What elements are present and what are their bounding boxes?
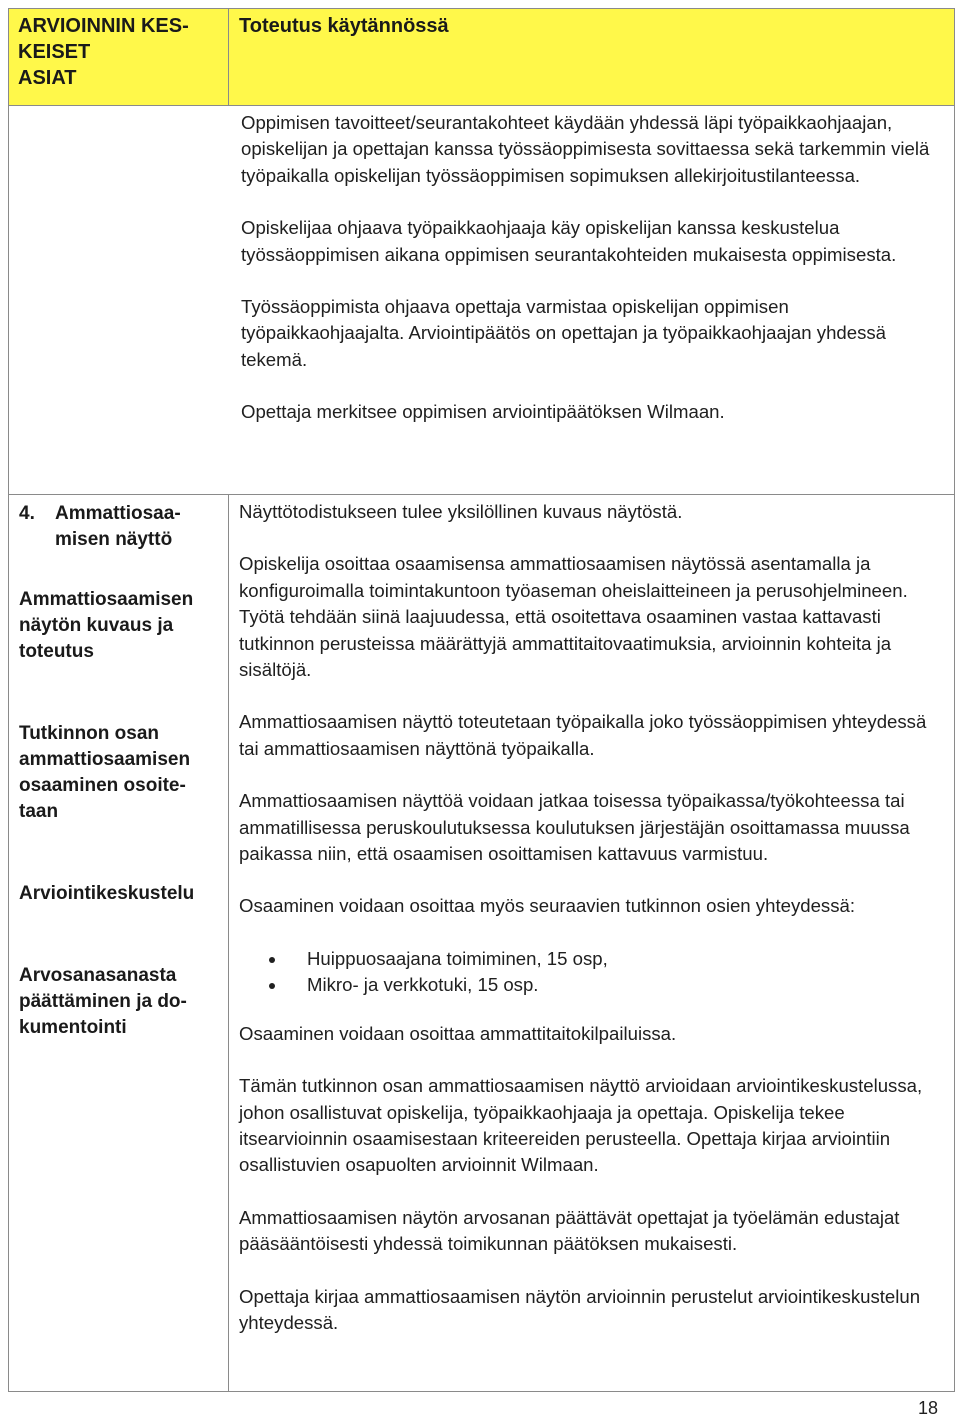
section-number: 4. [19, 503, 35, 524]
section-heading-line: misen näyttö [55, 529, 173, 550]
section-heading [19, 501, 220, 553]
paragraph: Ammattiosaamisen näytön arvosanan päättävät opettajat ja työelämän edustajat pääsääntöisesti yhdessä toimikunnan päätöksen mukaisesti. [239, 1206, 900, 1255]
paragraph: Opettaja kirjaa ammattiosaamisen näytön arvioinnin perustelut arviointikeskustelun yhteydessä. [239, 1285, 921, 1333]
bullet-icon [269, 957, 275, 963]
paragraph: Osaaminen voidaan osoittaa myös seuraavien tutkinnon osien yhteydessä: [239, 895, 856, 917]
paragraph: Osaaminen voidaan osoittaa ammattitaitokilpailuissa. [239, 1022, 677, 1044]
demo-left-headings [9, 495, 228, 1041]
list-item [239, 972, 936, 998]
demo-right-text [229, 495, 954, 1336]
course-list [239, 946, 936, 999]
paragraph: Ammattiosaamisen näyttöä voidaan jatkaa toisessa työpaikassa/työkohteessa tai ammatillisessa peruskoulutuksessa koulutuksen järjestäjän osoittamassa muussa paikassa niin, että osaamisen osoittamisen kattavuus varmistuu. [239, 790, 910, 865]
header-left-title: ARVIOINNIN KES- KEISET ASIAT [18, 15, 189, 89]
paragraph: Opiskelija osoittaa osaamisensa ammattiosaamisen näytössä asentamalla ja konfiguroimalla toimintakuntoon työaseman oheislaitteineen ja perusohjelmineen. Työtä tehdään siinä laajuudessa, että osoitettava osaaminen vastaa kattavasti tutkinnon perusteissa määrättyjä ammattitaitovaatimuksia, arvioinnin kohteita ja sisältöjä. [239, 553, 908, 681]
subheading-demo-description: Ammattiosaamisen näytön kuvaus ja toteutus [19, 589, 194, 662]
subheading-skill-shown: Tutkinnon osan ammattiosaamisen osaaminen osoite-taan [19, 723, 191, 822]
paragraph: Ammattiosaamisen näyttö toteutetaan työpaikalla joko työssäoppimisen yhteydessä tai ammattiosaamisen näyttönä työpaikalla. [239, 711, 927, 759]
table-row-vocational-demo [9, 495, 955, 1392]
paragraph: Työssäoppimista ohjaava opettaja varmistaa opiskelijan oppimisen työpaikkaohjaajalta. Arviointipäätös on opettajan ja työpaikkaohjaajan yhdessä tekemä. [241, 296, 887, 370]
header-right-cell [229, 9, 955, 106]
workplace-learning-text [9, 106, 954, 426]
demo-left-cell [9, 495, 229, 1392]
demo-right-cell [229, 495, 955, 1392]
paragraph: Oppimisen tavoitteet/seurantakohteet käydään yhdessä läpi työpaikkaohjaajan, opiskelijan ja opettajan kanssa työssäoppimisesta sovittaessa sekä tarkemmin vielä työpaikalla opiskelijan työssäoppimisen sopimuksen allekirjoitustilanteessa. [241, 112, 930, 186]
paragraph: Tämän tutkinnon osan ammattiosaamisen näyttö arvioidaan arviointikeskustelussa, johon osallistuvat opiskelija, työpaikkaohjaaja ja opettaja. Opiskelija tekee itsearvioinnin osaamisestaan kriteereiden perusteella. Opettaja kirjaa arviointiin osallistuvien osapuolten arvioinnit Wilmaan. [239, 1075, 923, 1176]
list-item-text: Huippuosaajana toimiminen, 15 osp, [307, 947, 608, 969]
table-row-workplace-learning [9, 106, 955, 495]
page-number: 18 [917, 1398, 938, 1418]
workplace-learning-cell [9, 106, 955, 495]
subheading-assessment-discussion: Arviointikeskustelu [19, 883, 195, 904]
assessment-table [8, 8, 955, 1392]
header-left-cell [9, 9, 229, 106]
bullet-icon [269, 983, 275, 989]
header-right-title: Toteutus käytännössä [239, 15, 449, 37]
paragraph: Opettaja merkitsee oppimisen arviointipäätöksen Wilmaan. [241, 401, 725, 423]
paragraph: Näyttötodistukseen tulee yksilöllinen kuvaus näytöstä. [239, 501, 683, 522]
subheading-grading-documentation: Arvosanasanasta päättäminen ja do-kumentointi [19, 965, 187, 1038]
list-item-text: Mikro- ja verkkotuki, 15 osp. [307, 974, 539, 996]
list-item [239, 946, 936, 972]
paragraph: Opiskelijaa ohjaava työpaikkaohjaaja käy opiskelijan kanssa keskustelua työssäoppimisen aikana oppimisen seurantakohteiden mukaisesta oppimisesta. [241, 217, 897, 265]
table-header-row [9, 9, 955, 106]
section-heading-line: Ammattiosaa- [55, 503, 181, 524]
